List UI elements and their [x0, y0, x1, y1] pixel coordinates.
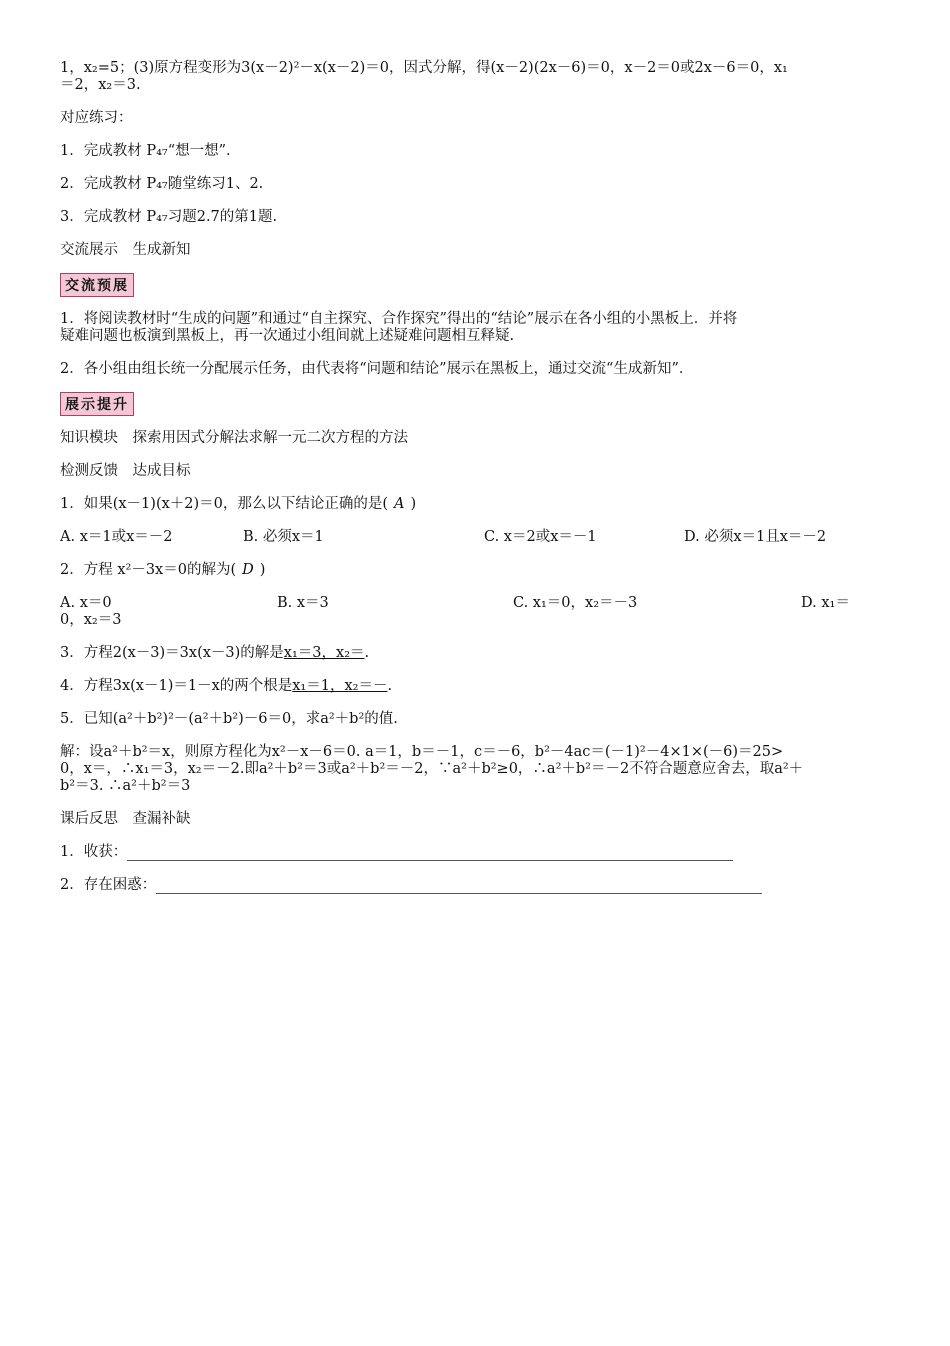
q1-option-b: B. 必须x＝1 — [243, 529, 324, 545]
q5-solution-line-2: 0，x＝，∴x₁＝3，x₂＝－2.即a²＋b²＝3或a²＋b²＝－2，∵a²＋b²≥0，∴a²＋b²＝－2不符合题意应舍去，取a²＋ — [60, 761, 804, 777]
question-3-end: . — [364, 645, 370, 661]
q1-option-d: D. 必须x＝1且x＝－2 — [684, 529, 827, 545]
practice-item-2: 2．完成教材 P₄₇随堂练习1、2. — [60, 176, 264, 192]
question-4-end: . — [387, 678, 393, 694]
question-4 — [60, 678, 892, 695]
question-1-close: ) — [410, 496, 417, 512]
q2-option-a: A. x＝0 — [60, 595, 112, 611]
practice-heading: 对应练习： — [60, 110, 133, 126]
feedback-heading: 检测反馈 达成目标 — [60, 463, 191, 479]
practice-item-3: 3．完成教材 P₄₇习题2.7的第1题. — [60, 209, 278, 225]
question-2-close: ) — [259, 562, 266, 578]
exchange-item-1-line-1: 1．将阅读教材时“生成的问题”和通过“自主探究、合作探究”得出的“结论”展示在各小组的小黑板上．并将 — [60, 311, 738, 327]
q1-option-c: C. x＝2或x＝－1 — [484, 529, 597, 545]
question-2 — [60, 562, 892, 579]
question-4-stem: 4．方程3x(x－1)＝1－x的两个根是 — [60, 678, 293, 694]
exchange-preview-badge: 交流预展 — [60, 273, 134, 297]
worksheet-page — [60, 60, 892, 910]
question-1 — [60, 496, 892, 513]
question-4-answer: x₁＝1，x₂＝－ — [292, 678, 388, 694]
exchange-item-2: 2．各小组由组长统一分配展示任务，由代表将“问题和结论”展示在黑板上，通过交流“生成新知”． — [60, 361, 694, 377]
question-1-answer: A — [394, 496, 405, 512]
question-3-answer: x₁＝3，x₂＝ — [283, 645, 365, 661]
question-1-stem: 1．如果(x－1)(x＋2)＝0，那么以下结论正确的是( — [60, 496, 389, 512]
question-2-answer: D — [242, 562, 254, 578]
question-2-options — [60, 595, 892, 629]
intro-solution — [60, 60, 892, 94]
q2-option-d-wrap: 0，x₂＝3 — [60, 612, 122, 628]
q5-solution-line-1: 解：设a²＋b²＝x，则原方程化为x²－x－6＝0. a＝1，b＝－1，c＝－6，b²－4ac＝(－1)²－4×1×(－6)＝25> — [60, 744, 784, 760]
section-exchange-heading: 交流展示 生成新知 — [60, 242, 191, 258]
question-2-stem: 2．方程 x²－3x＝0的解为( — [60, 562, 237, 578]
question-5-solution — [60, 744, 892, 795]
display-improve-badge: 展示提升 — [60, 392, 134, 416]
intro-line-2: ＝2，x₂＝3. — [60, 77, 141, 93]
question-3 — [60, 645, 892, 662]
reflection-doubt-label: 2．存在困惑： — [60, 877, 157, 893]
reflection-gain-label: 1．收获： — [60, 844, 128, 860]
exchange-item-1-line-2: 疑难问题也板演到黑板上，再一次通过小组间就上述疑难问题相互释疑. — [60, 328, 515, 344]
q2-option-c: C. x₁＝0，x₂＝－3 — [513, 595, 638, 611]
q1-option-a: A. x＝1或x＝－2 — [60, 529, 173, 545]
reflection-gain — [60, 844, 892, 861]
q5-solution-line-3: b²＝3. ∴a²＋b²＝3 — [60, 778, 191, 794]
q2-option-d: D. x₁＝ — [801, 595, 850, 611]
intro-line-1: 1，x₂=5；(3)原方程变形为3(x－2)²－x(x－2)＝0，因式分解，得(x－2)(2x－6)＝0，x－2＝0或2x－6＝0，x₁ — [60, 60, 788, 76]
question-1-options — [60, 529, 892, 546]
exchange-item-1 — [60, 311, 892, 345]
reflection-doubt-blank — [156, 879, 762, 894]
question-5: 5．已知(a²＋b²)²－(a²＋b²)－6＝0，求a²＋b²的值. — [60, 711, 398, 727]
knowledge-module: 知识模块 探索用因式分解法求解一元二次方程的方法 — [60, 430, 408, 446]
reflection-doubt — [60, 877, 892, 894]
practice-item-1: 1．完成教材 P₄₇“想一想”． — [60, 143, 241, 159]
q2-option-b: B. x＝3 — [277, 595, 329, 611]
question-3-stem: 3．方程2(x－3)＝3x(x－3)的解是 — [60, 645, 284, 661]
reflection-heading: 课后反思 查漏补缺 — [60, 811, 191, 827]
reflection-gain-blank — [127, 846, 733, 861]
